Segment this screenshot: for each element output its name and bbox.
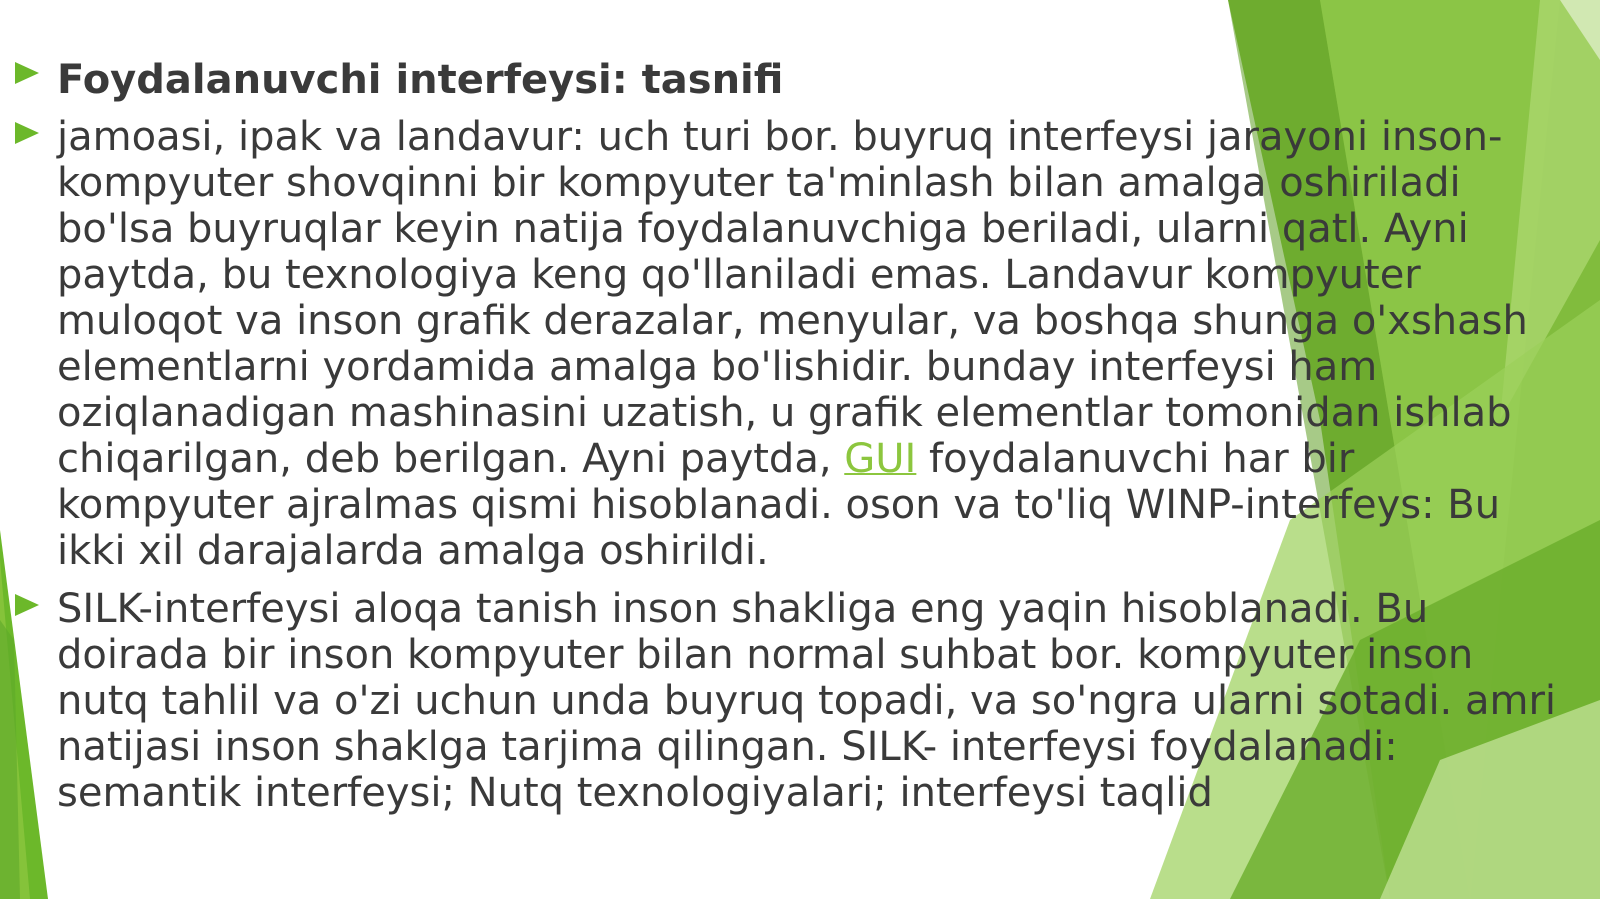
slide-heading xyxy=(57,54,1577,106)
green-triangle-bullet-icon xyxy=(15,594,39,616)
bullet-paragraph-1 xyxy=(57,114,1577,574)
paragraph-1-text-start: jamoasi, ipak va landavur: uch turi bor. buyruq interfeysi jarayoni inson-kompyuter shovqinni bir kompyuter ta'minlash bilan amalga oshiriladi bo'lsa buyruqlar keyin natija foydalanuvchiga beriladi, ularni qatl. Ayni paytda, bu texnologiya keng qo'llaniladi emas. Landavur kompyuter muloqot va inson grafik derazalar, menyular, va boshqa shunga o'xshash elementlarni yordamida amalga bo'lishidir. bunday interfeysi ham oziqlanadigan mashinasini uzatish, u grafik elementlar tomonidan ishlab chiqarilgan, deb berilgan. Ayni paytda, xyxy=(57,114,1528,482)
green-triangle-bullet-icon xyxy=(15,122,39,144)
paragraph-spacer xyxy=(57,574,1577,586)
bullet-paragraph-2 xyxy=(57,586,1577,816)
slide-content xyxy=(57,54,1577,816)
paragraph-2-text: SILK-interfeysi aloqa tanish inson shakliga eng yaqin hisoblanadi. Bu doirada bir inson kompyuter bilan normal suhbat bor. kompyuter inson nutq tahlil va o'zi uchun unda buyruq topadi, va so'ngra ularni sotadi. amri natijasi inson shaklga tarjima qilingan. SILK- interfeysi foydalanadi: semantik interfeysi; Nutq texnologiyalari; interfeysi taqlid xyxy=(57,586,1557,816)
paragraph-1-text-end: foydalanuvchi har bir kompyuter ajralmas qismi hisoblanadi. oson va to'liq WINP-interfeys: Bu ikki xil darajalarda amalga oshirildi. xyxy=(57,436,1501,574)
green-triangle-bullet-icon xyxy=(15,62,39,84)
gui-link[interactable]: GUI xyxy=(844,436,917,482)
slide-heading-text: Foydalanuvchi interfeysi: tasnifi xyxy=(57,57,784,103)
